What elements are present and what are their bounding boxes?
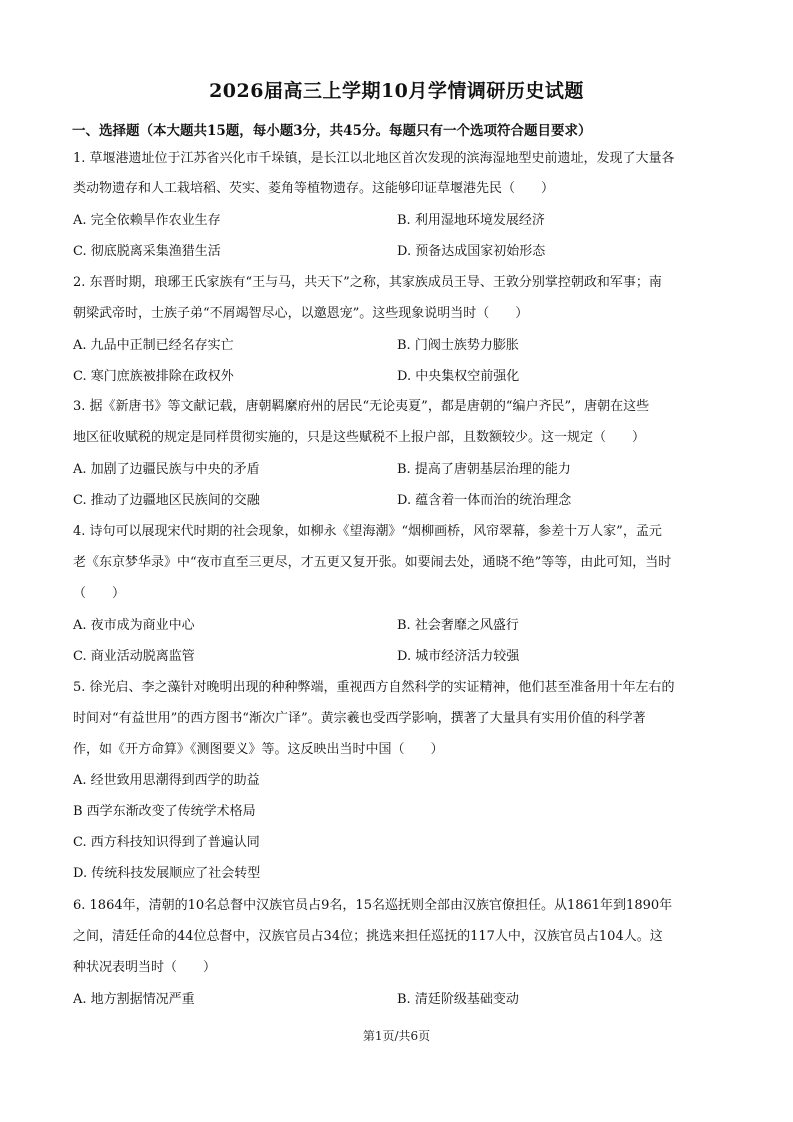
question-4-line-3: （ ） [73, 586, 126, 601]
section-heading: 一、选择题（本大题共15题，每小题3分，共45分。每题只有一个选项符合题目要求） [72, 123, 592, 139]
question-2-line-1: 2. 东晋时期，琅琊王氏家族有“王与马，共天下”之称，其家族成员王导、王敦分别掌控朝政和军事；南 [73, 275, 662, 290]
question-2-option-a: A. 九品中正制已经名存实亡 [73, 338, 234, 353]
question-6-option-b: B. 清廷阶级基础变动 [397, 992, 519, 1007]
question-5-option-d: D. 传统科技发展顺应了社会转型 [73, 866, 261, 881]
question-4-line-2: 老《东京梦华录》中“夜市直至三更尽，才五更又复开张。如要闹去处，通晓不绝”等等，由此可知，当时 [73, 555, 672, 570]
question-4-option-d: D. 城市经济活力较强 [397, 649, 520, 664]
question-6-line-2: 之间，清廷任命的44位总督中，汉族官员占34位；挑选来担任巡抚的117人中，汉族官员占104人。这 [73, 929, 663, 944]
question-2-option-d: D. 中央集权空前强化 [397, 369, 520, 384]
question-6-line-3: 种状况表明当时（ ） [73, 960, 217, 975]
question-2-line-2: 朝梁武帝时，士族子弟“不屑竭智尽心，以邀恩宠”。这些现象说明当时（ ） [73, 306, 529, 321]
question-6-option-a: A. 地方割据情况严重 [73, 992, 195, 1007]
question-3-option-c: C. 推动了边疆地区民族间的交融 [73, 493, 260, 508]
question-1-option-a: A. 完全依赖旱作农业生存 [73, 213, 221, 228]
page-title: 2026届高三上学期10月学情调研历史试题 [209, 80, 584, 102]
question-4-option-a: A. 夜市成为商业中心 [73, 618, 195, 633]
question-5-option-c: C. 西方科技知识得到了普遍认同 [73, 835, 260, 850]
question-3-option-a: A. 加剧了边疆民族与中央的矛盾 [73, 462, 260, 477]
question-5-option-a: A. 经世致用思潮得到西学的助益 [73, 773, 260, 788]
question-4-option-c: C. 商业活动脱离监管 [73, 649, 195, 664]
question-1-option-b: B. 利用湿地环境发展经济 [397, 213, 545, 228]
question-6-line-1: 6. 1864年，清朝的10名总督中汉族官员占9名，15名巡抚则全部由汉族官僚担任。从1861年到1890年 [73, 898, 673, 913]
question-4-line-1: 4. 诗句可以展现宋代时期的社会现象，如柳永《望海潮》“烟柳画桥，风帘翠幕，参差十万人家”，孟元 [73, 524, 662, 539]
question-1-option-c: C. 彻底脱离采集渔猎生活 [73, 244, 221, 259]
question-1-option-d: D. 预备达成国家初始形态 [397, 244, 546, 259]
question-3-line-2: 地区征收赋税的规定是同样贯彻实施的，只是这些赋税不上报户部，且数额较少。这一规定（ ） [73, 430, 646, 445]
question-5-line-2: 时间对“有益世用”的西方图书“渐次广译”。黄宗羲也受西学影响，撰著了大量具有实用价值的科学著 [73, 711, 646, 726]
question-4-option-b: B. 社会奢靡之风盛行 [397, 618, 519, 633]
question-1-line-2: 类动物遗存和人工栽培稻、芡实、菱角等植物遗存。这能够印证草堰港先民（ ） [73, 181, 555, 196]
question-3-option-d: D. 蕴含着一体而治的统治理念 [397, 493, 572, 508]
question-5-option-b: B 西学东渐改变了传统学术格局 [73, 804, 256, 819]
question-5-line-3: 作，如《开方命算》《测图要义》等。这反映出当时中国（ ） [73, 742, 444, 757]
question-2-option-c: C. 寒门庶族被排除在政权外 [73, 369, 234, 384]
question-3-option-b: B. 提高了唐朝基层治理的能力 [397, 462, 571, 477]
question-1-line-1: 1. 草堰港遗址位于江苏省兴化市千垛镇，是长江以北地区首次发现的滨海湿地型史前遗址，发现了大量各 [73, 151, 675, 166]
page-number: 第1页/共6页 [362, 1029, 431, 1043]
question-3-line-1: 3. 据《新唐书》等文献记载，唐朝羁縻府州的居民“无论夷夏”，都是唐朝的“编户齐民”，唐朝在这些 [73, 399, 650, 414]
question-5-line-1: 5. 徐光启、李之藻针对晚明出现的种种弊端，重视西方自然科学的实证精神，他们甚至准备用十年左右的 [73, 680, 675, 695]
question-2-option-b: B. 门阀士族势力膨胀 [397, 338, 519, 353]
